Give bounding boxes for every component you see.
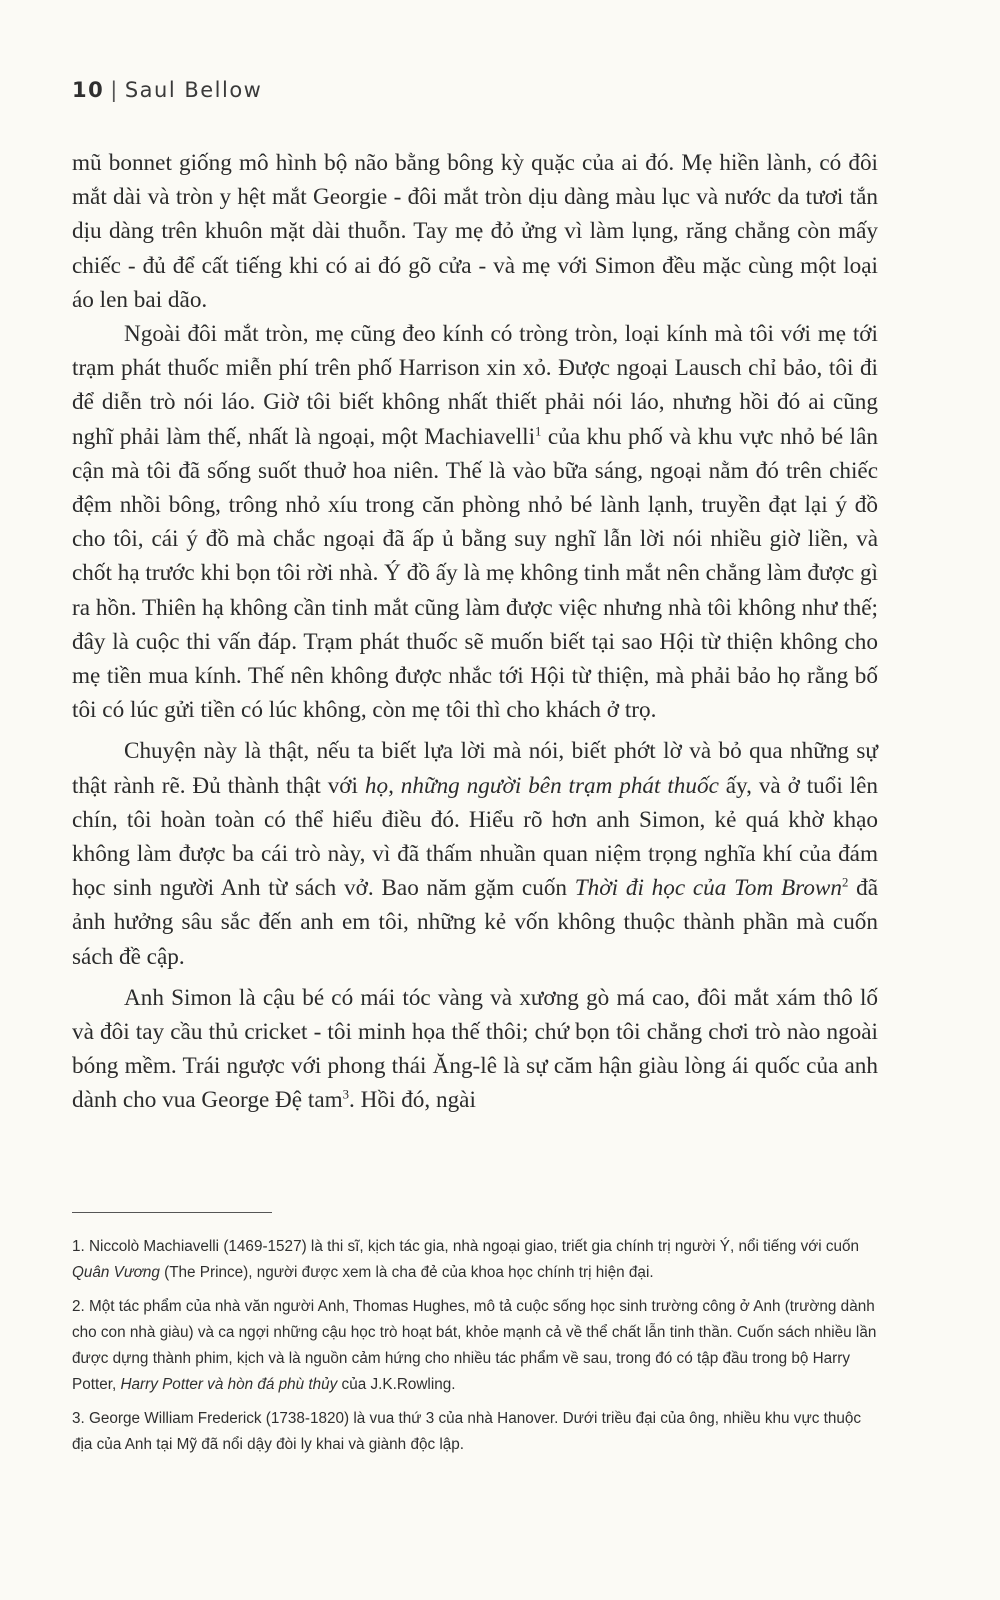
- footnote-ref-2[interactable]: 2: [841, 875, 849, 890]
- paragraph-1: mũ bonnet giống mô hình bộ não bằng bông kỳ quặc của ai đó. Mẹ hiền lành, có đôi mắt dài và tròn y hệt mắt Georgie - đôi mắt tròn dịu dàng màu lục và nước da tươi tắn dịu dàng trên khuôn mặt dài thuỗn. Tay mẹ đỏ ửng vì làm lụng, răng chẳng còn mấy chiếc - đủ để cất tiếng khi có ai đó gõ cửa - và mẹ với Simon đều mặc cùng một loại áo len bai dão.: [72, 150, 878, 313]
- footnote-divider: [72, 1212, 272, 1213]
- paragraph-2: Ngoài đôi mắt tròn, mẹ cũng đeo kính có tròng tròn, loại kính mà tôi với mẹ tới trạm phát thuốc miễn phí trên phố Harrison xin xỏ. Được ngoại Lausch chỉ bảo, tôi đi để diễn trò nói láo. Giờ tôi biết không nhất thiết phải nói láo, nhưng hồi đó ai cũng nghĩ phải làm thế, nhất là ngoại, một Machiavelli$^1$ của khu phố và khu vực nhỏ bé lân cận mà tôi đã sống suốt thuở hoa niên. Thế là vào bữa sáng, ngoại nằm đó trên chiếc đệm nhồi bông, trông nhỏ xíu trong căn phòng nhỏ bé lành lạnh, truyền đạt lại ý đồ cho tôi, cái ý đồ mà chắc ngoại đã ấp ủ bằng suy nghĩ lẫn lời nói nhiều giờ liền, và chốt hạ trước khi bọn tôi rời nhà. Ý đồ ấy là mẹ không tinh mắt nên chẳng làm được gì ra hồn. Thiên hạ không cần tinh mắt cũng làm được việc nhưng nhà tôi không như thế; đây là cuộc thi vấn đáp. Trạm phát thuốc sẽ muốn biết tại sao Hội từ thiện không cho mẹ tiền mua kính. Thế nên không được nhắc tới Hội từ thiện, mà phải bảo họ rằng bố tôi có lúc gửi tiền có lúc không, còn mẹ tôi thì cho khách ở trọ.: [72, 321, 878, 724]
- header-separator: |: [110, 78, 119, 102]
- footnote-1: 1. Niccolò Machiavelli (1469-1527) là thi sĩ, kịch tác gia, nhà ngoại giao, triết gia chính trị người Ý, nổi tiếng với cuốn Quân Vương (The Prince), người được xem là cha đẻ của khoa học chính trị hiện đại.: [72, 1238, 860, 1281]
- page-number: 10: [72, 78, 105, 102]
- book-title-tom-brown: Thời đi học của Tom Brown: [574, 875, 842, 902]
- footnote-2: 2. Một tác phẩm của nhà văn người Anh, Thomas Hughes, mô tả cuộc sống học sinh trường công ở Anh (trường dành cho con nhà giàu) và ca ngợi những cậu học trò hoạt bát, khỏe mạnh cả về thể chất lẫn tinh thần. Cuốn sách nhiều lần được dựng thành phim, kịch và là nguồn cảm hứng cho nhiều tác phẩm về sau, trong đó có tập đầu trong bộ Harry Potter, Harry Potter và hòn đá phù thủy của J.K.Rowling.: [72, 1298, 877, 1393]
- paragraph-3: Chuyện này là thật, nếu ta biết lựa lời mà nói, biết phớt lờ và bỏ qua những sự thật rành rẽ. Đủ thành thật với họ, những người bên trạm phát thuốc ấy, và ở tuổi lên chín, tôi hoàn toàn có thể hiểu điều đó. Hiểu rõ hơn anh Simon, kẻ quá khờ khạo không làm được ba cái trò này, vì đã thấm nhuần quan niệm trọng nghĩa khí của đám học sinh người Anh từ sách vở. Bao năm gặm cuốn Thời đi học của Tom Brown$^2$ đã ảnh hưởng sâu sắc đến anh em tôi, những kẻ vốn không thuộc thành phần mà cuốn sách đề cập.: [72, 738, 879, 970]
- body-text: [72, 146, 878, 1118]
- footnote-ref-3[interactable]: 3: [342, 1087, 350, 1102]
- footnote-ref-1[interactable]: 1: [535, 423, 542, 438]
- running-header: [72, 78, 262, 102]
- paragraph-4: Anh Simon là cậu bé có mái tóc vàng và xương gò má cao, đôi mắt xám thô lố và đôi tay cầu thủ cricket - tôi minh họa thế thôi; chứ bọn tôi chẳng chơi trò nào ngoài bóng mềm. Trái ngược với phong thái Ăng-lê là sự căm hận giàu lòng ái quốc của anh dành cho vua George Đệ tam$^3$. Hồi đó, ngài: [72, 984, 878, 1114]
- author-name: Saul Bellow: [124, 78, 263, 102]
- footnotes: [72, 1234, 878, 1466]
- footnote-3: 3. George William Frederick (1738-1820) là vua thứ 3 của nhà Hanover. Dưới triều đại của ông, nhiều khu vực thuộc địa của Anh tại Mỹ đã nổi dậy đòi ly khai và giành độc lập.: [72, 1410, 862, 1453]
